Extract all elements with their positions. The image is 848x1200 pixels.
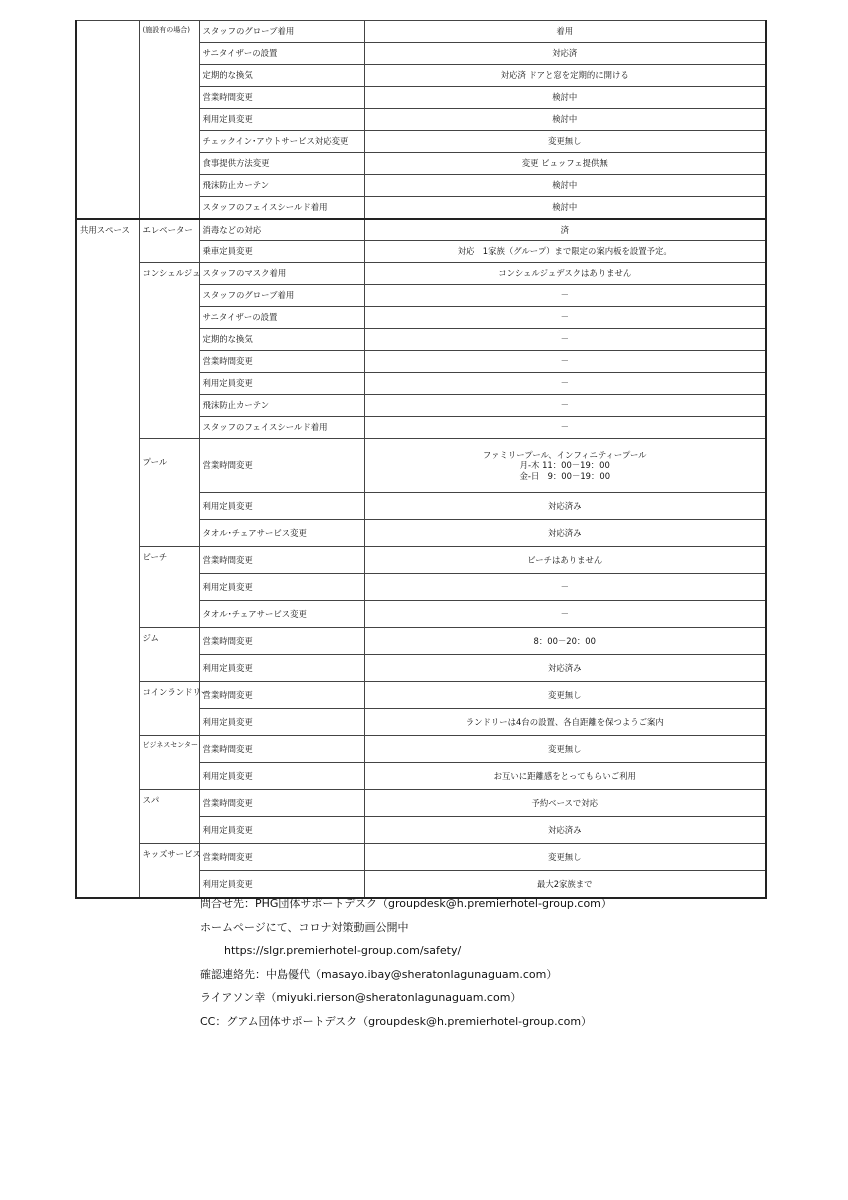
safety-url: https://slgr.premierhotel-group.com/safety/ [224, 944, 462, 958]
value-cell: 済 [364, 219, 766, 241]
item-cell: 営業時間変更 [199, 439, 364, 493]
item-cell: サニタイザーの設置 [199, 307, 364, 329]
value-cell: 変更無し [364, 736, 766, 763]
value-cell: 対応済み [364, 493, 766, 520]
value-cell: － [364, 329, 766, 351]
facility-gym: ジム [139, 628, 199, 682]
value-cell: 検討中 [364, 175, 766, 197]
value-cell: － [364, 395, 766, 417]
item-cell: 営業時間変更 [199, 351, 364, 373]
category-cell [76, 21, 139, 219]
item-cell: 利用定員変更 [199, 493, 364, 520]
item-cell: 定期的な換気 [199, 329, 364, 351]
table-row [76, 628, 766, 655]
value-cell: コンシェルジュデスクはありません [364, 263, 766, 285]
value-cell: 最大2家族まで [364, 871, 766, 898]
value-cell: － [364, 373, 766, 395]
facility-kids-service: キッズサービス [139, 844, 199, 898]
value-cell: 対応済み [364, 655, 766, 682]
measures-table [75, 20, 767, 899]
value-cell: 対応済み [364, 520, 766, 547]
value-cell: 対応済み [364, 817, 766, 844]
item-cell: タオル･チェアサービス変更 [199, 520, 364, 547]
table-row [76, 682, 766, 709]
pool-hours-line: ファミリープール、インフィニティープール [482, 449, 647, 460]
table-row [76, 547, 766, 574]
item-cell: 利用定員変更 [199, 817, 364, 844]
item-cell: 営業時間変更 [199, 87, 364, 109]
item-cell: 利用定員変更 [199, 709, 364, 736]
table-row [76, 263, 766, 285]
item-cell: 消毒などの対応 [199, 219, 364, 241]
facility-laundry: コインランドリー [139, 682, 199, 736]
shared-space-label: 共用スペース [76, 219, 139, 898]
item-cell: チェックイン･アウトサービス対応変更 [199, 131, 364, 153]
value-cell: 予約ベースで対応 [364, 790, 766, 817]
item-cell: 営業時間変更 [199, 736, 364, 763]
value-cell: ビーチはありません [364, 547, 766, 574]
item-cell: 食事提供方法変更 [199, 153, 364, 175]
item-cell: 営業時間変更 [199, 790, 364, 817]
facility-pool: プール [139, 439, 199, 547]
item-cell: 利用定員変更 [199, 871, 364, 898]
contact-footer [200, 897, 612, 1039]
item-cell: 営業時間変更 [199, 628, 364, 655]
facility-concierge: コンシェルジュ [139, 263, 199, 439]
item-cell: 利用定員変更 [199, 373, 364, 395]
value-cell: 対応 1家族（グループ）まで限定の案内板を設置予定。 [364, 241, 766, 263]
item-cell: 乗車定員変更 [199, 241, 364, 263]
value-cell: 検討中 [364, 109, 766, 131]
item-cell: サニタイザーの設置 [199, 43, 364, 65]
value-cell: 検討中 [364, 87, 766, 109]
item-cell: スタッフのフェイスシールド着用 [199, 417, 364, 439]
value-cell: 変更無し [364, 131, 766, 153]
item-cell: 利用定員変更 [199, 763, 364, 790]
pool-hours-line: 金-日 9：00－19：00 [519, 470, 611, 481]
table-row [76, 844, 766, 871]
value-cell: － [364, 417, 766, 439]
value-cell: 検討中 [364, 197, 766, 219]
value-cell: － [364, 285, 766, 307]
item-cell: スタッフのマスク着用 [199, 263, 364, 285]
item-cell: 営業時間変更 [199, 682, 364, 709]
facility-beach: ビーチ [139, 547, 199, 628]
value-cell: 対応済 ドアと窓を定期的に開ける [364, 65, 766, 87]
value-cell: － [364, 601, 766, 628]
value-cell: － [364, 351, 766, 373]
item-cell: スタッフのグローブ着用 [199, 21, 364, 43]
item-cell: 利用定員変更 [199, 574, 364, 601]
table-row [76, 790, 766, 817]
item-cell: 飛沫防止カーテン [199, 395, 364, 417]
value-cell: 変更無し [364, 682, 766, 709]
item-cell: タオル･チェアサービス変更 [199, 601, 364, 628]
value-cell: 変更無し [364, 844, 766, 871]
value-cell: ランドリーは4台の設置、各自距離を保つようご案内 [364, 709, 766, 736]
contact-line: 問合せ先：PHG団体サポートデスク（groupdesk@h.premierhotel-group.com） [200, 897, 612, 910]
table-row [76, 21, 766, 43]
value-cell: 対応済 [364, 43, 766, 65]
contact-line-2: ライアソン幸（miyuki.rierson@sheratonlagunaguam.com） [200, 991, 522, 1005]
facility-elevator: エレベーター [139, 219, 199, 263]
item-cell: 利用定員変更 [199, 109, 364, 131]
item-cell: 営業時間変更 [199, 844, 364, 871]
value-cell: 着用 [364, 21, 766, 43]
facility-business-center: ビジネスセンター [139, 736, 199, 790]
value-cell: 変更 ビュッフェ提供無 [364, 153, 766, 175]
item-cell: 飛沫防止カーテン [199, 175, 364, 197]
confirm-contact-line: 確認連絡先：中島優代（masayo.ibay@sheratonlagunaguam.com） [200, 967, 558, 981]
item-cell: 利用定員変更 [199, 655, 364, 682]
table-row [76, 219, 766, 241]
value-cell: お互いに距離感をとってもらいご利用 [364, 763, 766, 790]
item-cell: スタッフのフェイスシールド着用 [199, 197, 364, 219]
value-cell: － [364, 574, 766, 601]
video-notice: ホームページにて、コロナ対策動画公開中 [200, 920, 409, 934]
item-cell: 定期的な換気 [199, 65, 364, 87]
table-row [76, 736, 766, 763]
pool-hours-line: 月-木 11：00－19：00 [519, 460, 610, 471]
item-cell: スタッフのグローブ着用 [199, 285, 364, 307]
value-cell: 8：00－20：00 [364, 628, 766, 655]
facility-note: (施設有の場合) [139, 21, 199, 219]
cc-line: CC：グアム団体サポートデスク（groupdesk@h.premierhotel-group.com） [200, 1014, 593, 1028]
table-row [76, 439, 766, 493]
item-cell: 営業時間変更 [199, 547, 364, 574]
pool-hours-cell [364, 439, 766, 493]
value-cell: － [364, 307, 766, 329]
facility-spa: スパ [139, 790, 199, 844]
